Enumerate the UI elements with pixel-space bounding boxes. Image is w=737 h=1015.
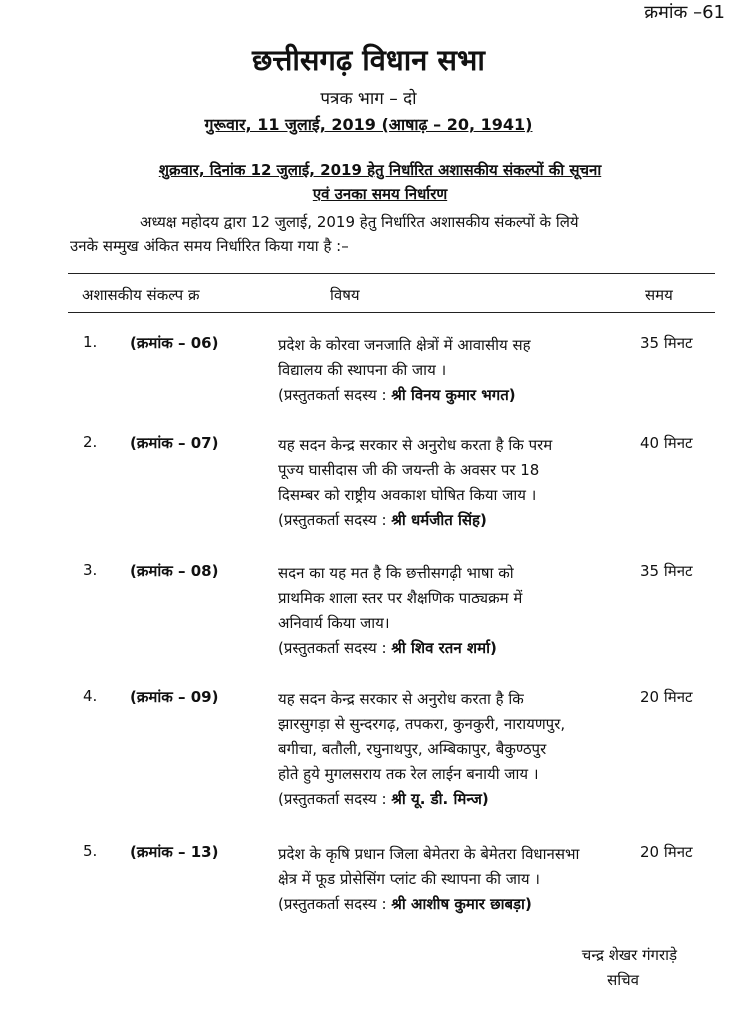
row-subject [278, 433, 552, 533]
row-subject [278, 842, 579, 917]
subject-line: पूज्य घासीदास जी की जयन्ती के अवसर पर 18 [278, 461, 540, 479]
table-header-rule [68, 312, 715, 313]
mover-label: (प्रस्तुतकर्ता सदस्य : [278, 895, 387, 913]
subject-line: प्राथमिक शाला स्तर पर शैक्षणिक पाठ्यक्रम में [278, 589, 523, 607]
row-subject [278, 561, 522, 661]
mover-label: (प्रस्तुतकर्ता सदस्य : [278, 790, 387, 808]
column-header-time: समय [645, 286, 673, 304]
subject-line: होते हुये मुगलसराय तक रेल लाईन बनायी जाय । [278, 765, 539, 783]
row-number: 4. [83, 687, 98, 705]
page-title: छत्तीसगढ़ विधान सभा [252, 43, 485, 77]
subject-line: विद्यालय की स्थापना की जाय । [278, 361, 447, 379]
subject-line: क्षेत्र में फूड प्रोसेसिंग प्लांट की स्थापना की जाय । [278, 870, 540, 888]
row-kramank: (क्रमांक – 07) [130, 434, 219, 452]
row-subject [278, 333, 531, 408]
serial-number: क्रमांक –61 [644, 2, 725, 23]
row-time: 35 मिनट [640, 334, 693, 352]
subject-line: प्रदेश के कृषि प्रधान जिला बेमेतरा के बेमेतरा विधानसभा [278, 845, 580, 863]
row-kramank: (क्रमांक – 13) [130, 843, 219, 861]
mover-name: श्री शिव रतन शर्मा) [391, 639, 497, 657]
intro-line-2: उनके सम्मुख अंकित समय निर्धारित किया गया है :– [70, 237, 349, 255]
mover-label: (प्रस्तुतकर्ता सदस्य : [278, 639, 387, 657]
mover-name: श्री विनय कुमार भगत) [391, 386, 516, 404]
row-number: 1. [83, 333, 98, 351]
mover-name: श्री यू. डी. मिन्ज) [391, 790, 489, 808]
subject-line: झारसुगड़ा से सुन्दरगढ़, तपकरा, कुनकुरी, नारायणपुर, [278, 715, 566, 733]
row-number: 3. [83, 561, 98, 579]
row-time: 35 मिनट [640, 562, 693, 580]
mover-label: (प्रस्तुतकर्ता सदस्य : [278, 386, 387, 404]
subject-line: यह सदन केन्द्र सरकार से अनुरोध करता है कि [278, 690, 524, 708]
subject-line: दिसम्बर को राष्ट्रीय अवकाश घोषित किया जाय । [278, 486, 537, 504]
intro-line-1: अध्यक्ष महोदय द्वारा 12 जुलाई, 2019 हेतु निर्धारित अशासकीय संकल्पों के लिये [140, 213, 579, 231]
row-kramank: (क्रमांक – 09) [130, 688, 219, 706]
mover [278, 383, 531, 408]
row-number: 5. [83, 842, 98, 860]
row-time: 40 मिनट [640, 434, 693, 452]
subject-line: यह सदन केन्द्र सरकार से अनुरोध करता है कि परम [278, 436, 553, 454]
row-number: 2. [83, 433, 98, 451]
mover [278, 508, 552, 533]
column-header-resolution: अशासकीय संकल्प क्र [82, 286, 200, 304]
mover [278, 636, 522, 661]
mover [278, 787, 565, 812]
subject-line: प्रदेश के कोरवा जनजाति क्षेत्रों में आवासीय सह [278, 336, 531, 354]
mover-label: (प्रस्तुतकर्ता सदस्य : [278, 511, 387, 529]
row-kramank: (क्रमांक – 08) [130, 562, 219, 580]
notice-heading-line-1: शुक्रवार, दिनांक 12 जुलाई, 2019 हेतु निर्धारित अशासकीय संकल्पों की सूचना [158, 161, 602, 179]
row-kramank: (क्रमांक – 06) [130, 334, 219, 352]
subject-line: अनिवार्य किया जाय। [278, 614, 390, 632]
row-time: 20 मिनट [640, 843, 693, 861]
subject-line: बगीचा, बतौली, रघुनाथपुर, अम्बिकापुर, बैकुण्ठपुर [278, 740, 547, 758]
column-header-subject: विषय [330, 286, 360, 304]
mover-name: श्री धर्मजीत सिंह) [391, 511, 487, 529]
table-top-rule [68, 273, 715, 274]
notice-heading-line-2: एवं उनका समय निर्धारण [312, 185, 448, 203]
subject-line: सदन का यह मत है कि छत्तीसगढ़ी भाषा को [278, 564, 514, 582]
bulletin-date: गुरूवार, 11 जुलाई, 2019 (आषाढ़ – 20, 1941) [204, 115, 533, 134]
mover-name: श्री आशीष कुमार छाबड़ा) [391, 895, 532, 913]
row-subject [278, 687, 565, 812]
row-time: 20 मिनट [640, 688, 693, 706]
signatory-designation: सचिव [607, 971, 639, 989]
bulletin-part: पत्रक भाग – दो [320, 89, 417, 109]
signatory-name: चन्द्र शेखर गंगराड़े [581, 946, 677, 964]
mover [278, 892, 579, 917]
